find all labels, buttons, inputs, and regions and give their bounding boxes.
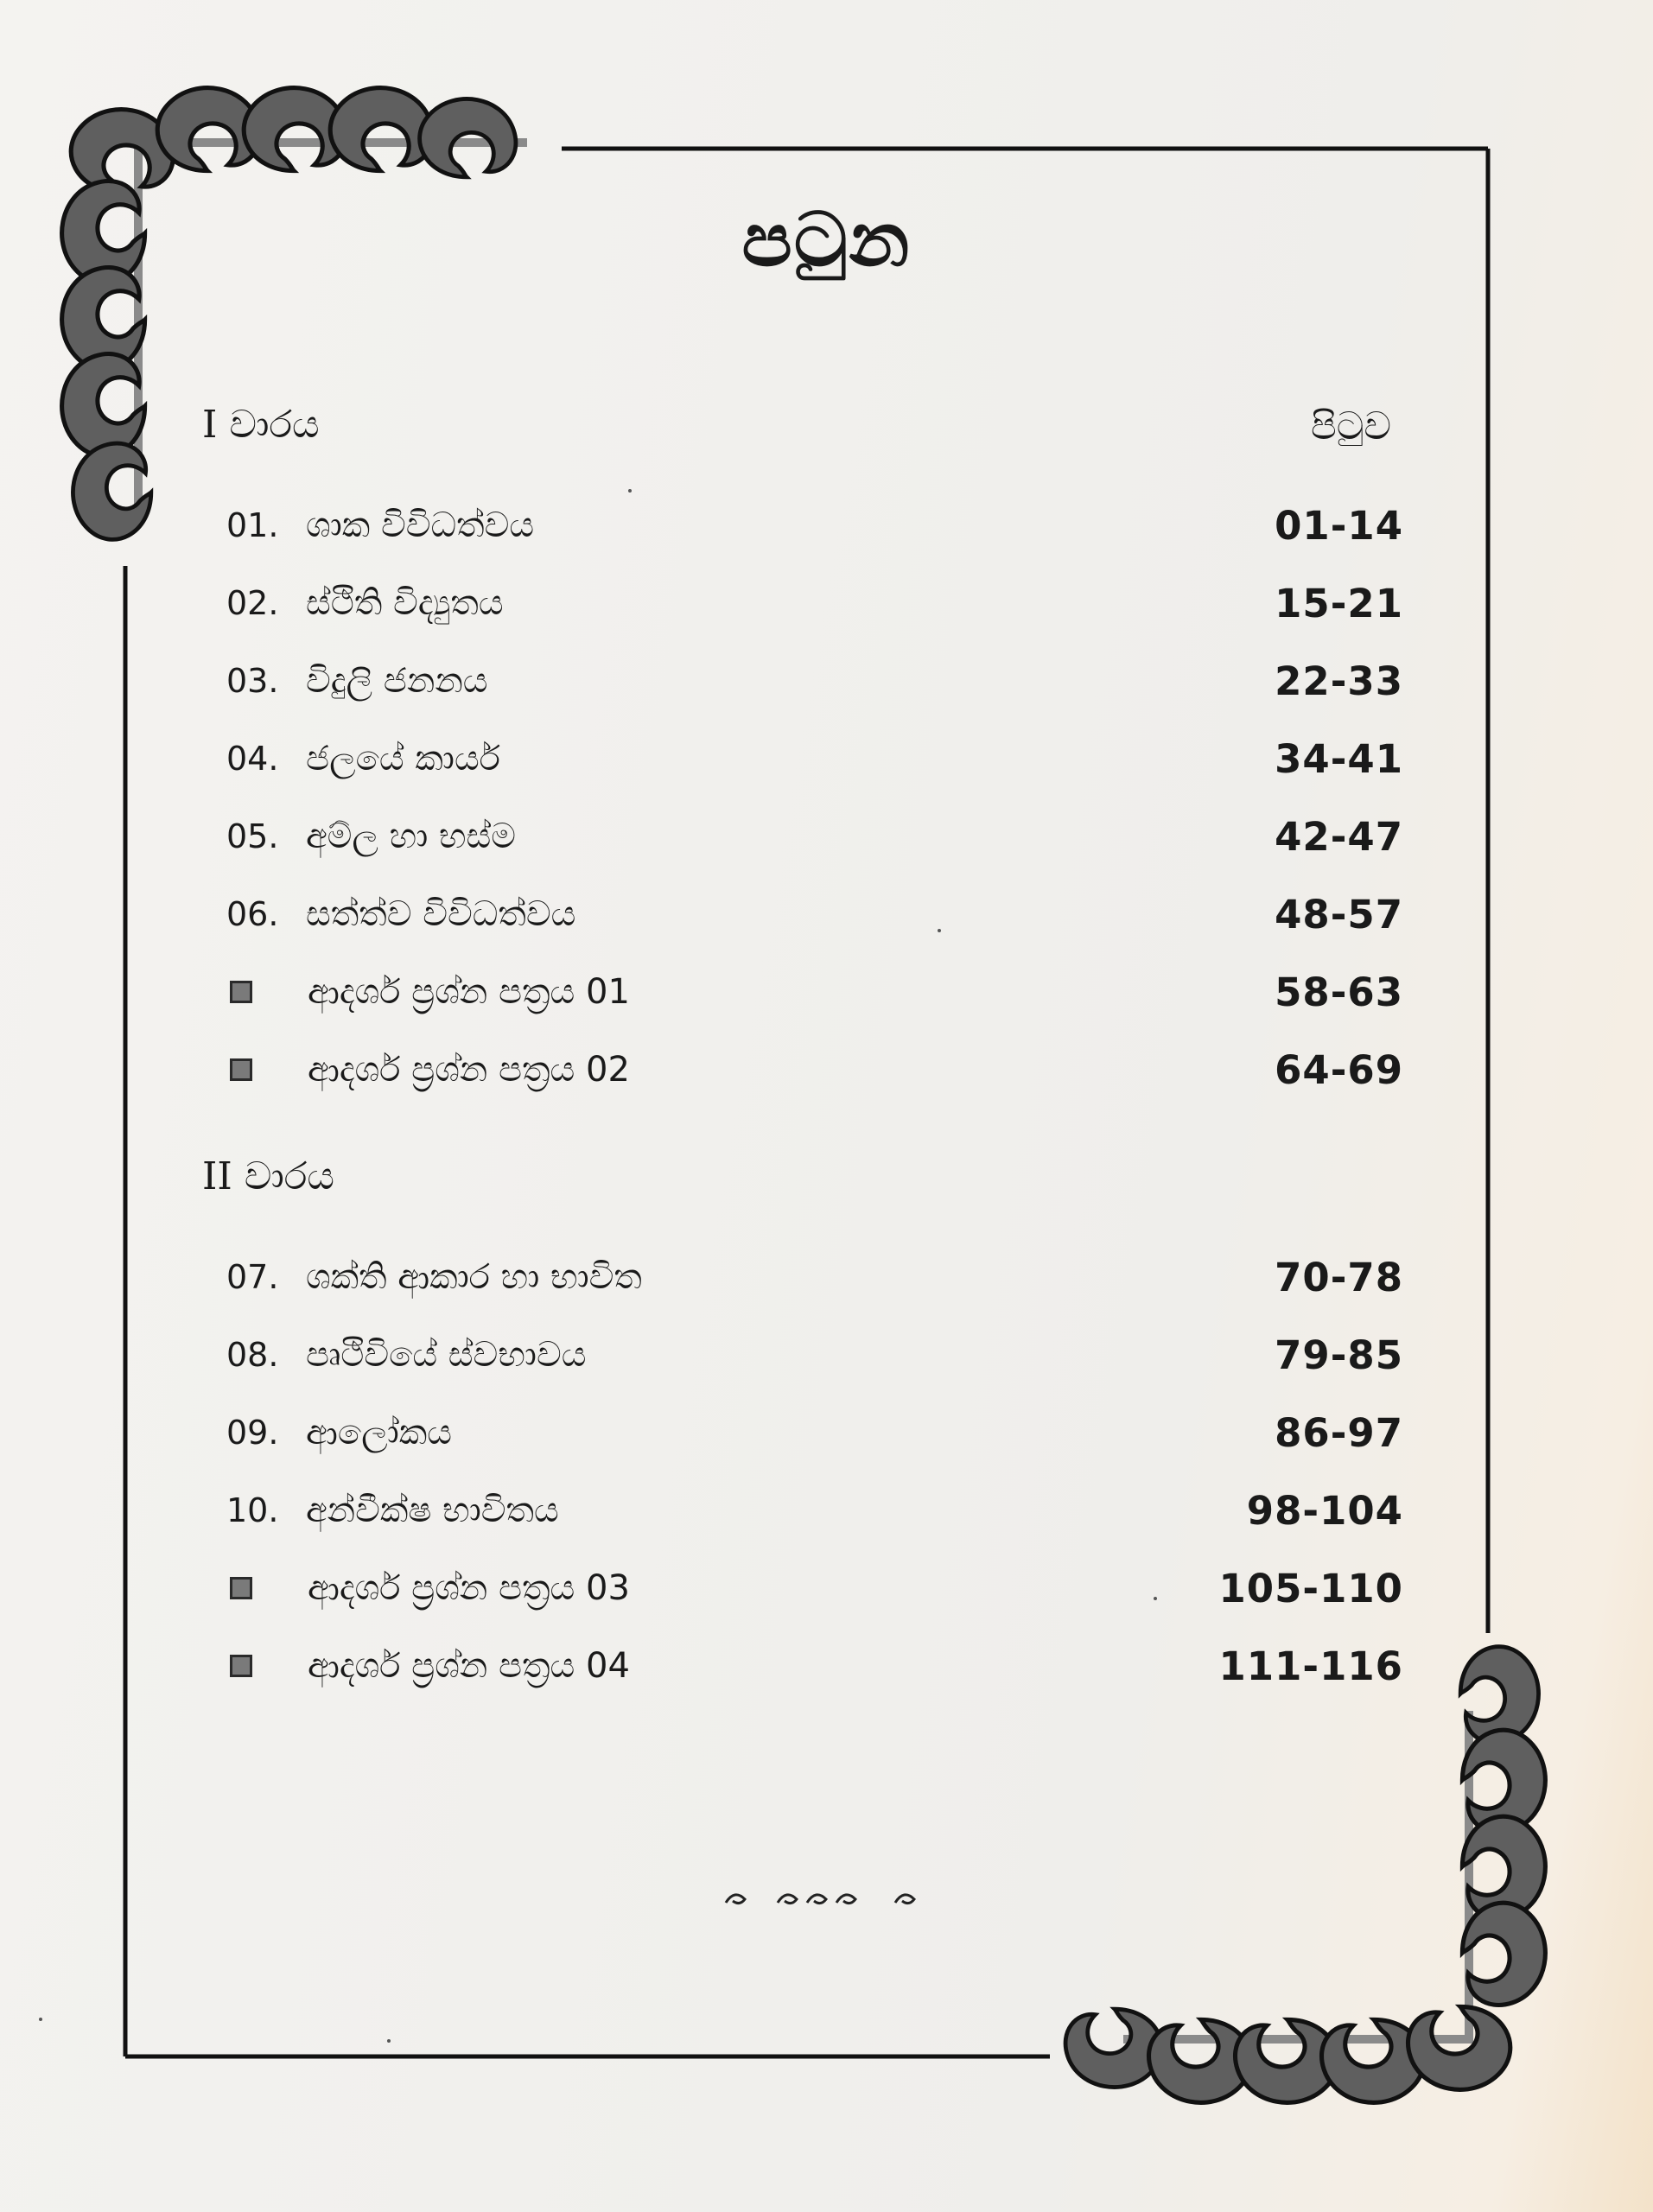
toc-entry: [226, 1251, 1403, 1303]
toc-entry: [226, 499, 1403, 551]
entry-pages: 15-21: [1275, 580, 1403, 626]
toc-entry: [226, 577, 1403, 629]
entry-label: විදුලි ජනනය: [306, 661, 488, 701]
toc-entry: [226, 1562, 1403, 1614]
print-speck: [387, 2039, 391, 2043]
entry-pages: 86-97: [1275, 1409, 1403, 1456]
entry-number: 07.: [226, 1258, 279, 1296]
toc-entry: [226, 1640, 1403, 1692]
entry-label: ආදර්ශ ප්‍රශ්න පත්‍රය 03: [308, 1568, 630, 1608]
entry-number: 10.: [226, 1491, 279, 1529]
entry-label: සත්ත්ව විවිධත්වය: [306, 894, 576, 934]
print-speck: [1154, 1597, 1157, 1600]
section-heading: I වාරය: [202, 403, 320, 447]
print-speck: [938, 929, 941, 932]
entry-label: ශාක විවිධත්වය: [306, 505, 535, 545]
entry-label: ආදර්ශ ප්‍රශ්න පත්‍රය 01: [308, 972, 630, 1012]
entry-label: ආදර්ශ ප්‍රශ්න පත්‍රය 04: [308, 1646, 630, 1686]
entry-pages: 58-63: [1275, 969, 1403, 1015]
square-bullet-icon: [230, 1655, 252, 1677]
entry-pages: 34-41: [1275, 735, 1403, 782]
toc-entry: [226, 655, 1403, 707]
entry-pages: 42-47: [1275, 813, 1403, 860]
entry-label: පෘථිවියේ ස්වභාවය: [306, 1335, 587, 1375]
entry-number: 04.: [226, 740, 279, 778]
entry-pages: 64-69: [1275, 1046, 1403, 1093]
entry-label: ශක්ති ආකාර හා භාවිත: [306, 1257, 642, 1297]
entry-label: අන්වීක්ෂ භාවිතය: [306, 1491, 559, 1530]
toc-entry: [226, 1329, 1403, 1381]
entry-pages: 48-57: [1275, 891, 1403, 938]
toc-entry: [226, 1484, 1403, 1536]
square-bullet-icon: [230, 1577, 252, 1599]
entry-number: 01.: [226, 506, 279, 544]
page-title: පටුන: [741, 197, 912, 283]
section-heading: II වාරය: [202, 1154, 335, 1198]
square-bullet-icon: [230, 981, 252, 1003]
entry-label: ස්ථිති විද්‍යුතය: [306, 583, 504, 623]
entry-pages: 22-33: [1275, 658, 1403, 704]
closing-ornament-icon: [717, 1880, 942, 1915]
entry-number: 05.: [226, 817, 279, 855]
entry-label: ආලෝකය: [306, 1413, 453, 1452]
entry-number: 06.: [226, 895, 279, 933]
entry-pages: 98-104: [1246, 1487, 1403, 1534]
entry-pages: 105-110: [1218, 1565, 1403, 1611]
entry-number: 08.: [226, 1336, 279, 1374]
toc-entry: [226, 966, 1403, 1018]
square-bullet-icon: [230, 1058, 252, 1081]
entry-number: 09.: [226, 1414, 279, 1452]
toc-entry: [226, 888, 1403, 940]
print-speck: [39, 2018, 42, 2021]
toc-entry: [226, 733, 1403, 785]
entry-pages: 79-85: [1275, 1332, 1403, 1378]
entry-label: ආදර්ශ ප්‍රශ්න පත්‍රය 02: [308, 1050, 630, 1090]
entry-pages: 01-14: [1275, 502, 1403, 549]
entry-label: ජලයේ කාර්ය: [306, 739, 500, 779]
entry-pages: 111-116: [1218, 1643, 1403, 1689]
page-column-header: පිටුව: [1310, 404, 1391, 448]
entry-number: 02.: [226, 584, 279, 622]
entry-label: අම්ල හා භස්ම: [306, 817, 516, 856]
toc-entry: [226, 1044, 1403, 1096]
toc-entry: [226, 810, 1403, 862]
entry-number: 03.: [226, 662, 279, 700]
print-speck: [628, 489, 632, 493]
toc-entry: [226, 1407, 1403, 1459]
entry-pages: 70-78: [1275, 1254, 1403, 1300]
